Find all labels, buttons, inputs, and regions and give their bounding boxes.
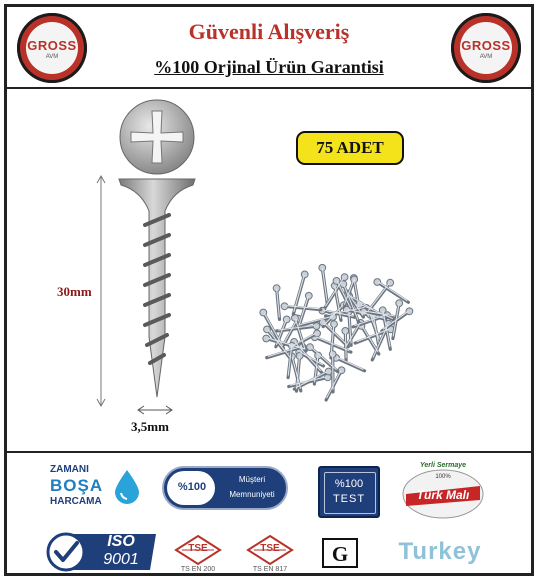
screw-side-icon (117, 177, 197, 402)
screw-piece-head (281, 303, 288, 310)
diameter-label: 3,5mm (131, 419, 169, 434)
header (7, 7, 531, 89)
screw-piece-head (307, 344, 314, 351)
screw-piece-head (338, 367, 345, 374)
zamani-line2: BOŞA (50, 476, 104, 495)
screw-head-icon (117, 97, 197, 177)
tse-badge-2 (240, 534, 300, 576)
iso-number: 9001 (103, 551, 139, 568)
test-badge (318, 466, 380, 518)
turkey-label: Turkey (398, 538, 482, 565)
length-dimension-line (95, 175, 107, 407)
turk-top: Yerli Sermaye (419, 462, 467, 469)
zamani-line1: ZAMANI (50, 464, 89, 475)
logo-sub: AVM (45, 54, 59, 60)
product-area (7, 89, 531, 453)
screw-piece-head (283, 316, 290, 323)
water-drop-icon (112, 468, 142, 504)
logo-text: GROSS (461, 38, 511, 53)
diameter-dimension-line (137, 405, 173, 415)
tse-badge-1 (168, 534, 228, 576)
satisfaction-percent: %100 (177, 481, 207, 493)
gross-logo-left (17, 13, 87, 83)
zamani-line3: HARCAMA (50, 496, 102, 507)
satisfaction-line2: Memnuniyeti (229, 490, 275, 499)
screw-piece-head (406, 308, 413, 315)
tse2-label: TSE (260, 543, 280, 554)
satisfaction-line1: Müşteri (238, 475, 266, 484)
logo-text: GROSS (27, 38, 77, 53)
screw-pile-image (229, 244, 449, 429)
screw-piece-highlight (345, 332, 346, 358)
turkey-badge (384, 536, 496, 570)
quantity-badge: 75 ADET (296, 131, 404, 165)
logo-sub: AVM (479, 54, 493, 60)
screw-piece-head (305, 292, 312, 299)
screw-piece-head (396, 300, 403, 307)
turk-mid: 100% (435, 474, 451, 480)
screw-piece-head (301, 271, 308, 278)
iso-label: ISO (107, 533, 135, 550)
length-label: 30mm (57, 284, 92, 299)
tse1-label: TSE (188, 543, 208, 554)
g-label: G (331, 542, 349, 566)
satisfaction-badge (162, 466, 288, 510)
page-subtitle: %100 Orjinal Ürün Garantisi (154, 57, 384, 77)
tse2-standard: TS EN 817 (252, 566, 288, 573)
tse1-standard: TS EN 200 (180, 566, 216, 573)
page-title: Güvenli Alışveriş (188, 19, 350, 44)
turk-mali-badge (398, 460, 488, 522)
test-label: TEST (332, 493, 366, 505)
gross-logo-right (451, 13, 521, 83)
screw-piece-head (374, 279, 381, 286)
screw-piece-highlight (299, 297, 308, 326)
zamani-bosa-harcama-badge (48, 462, 148, 522)
test-percent: %100 (334, 478, 364, 490)
iso-9001-badge (46, 532, 158, 572)
turk-label: Türk Malı (416, 488, 470, 502)
g-mark-badge (322, 538, 358, 568)
